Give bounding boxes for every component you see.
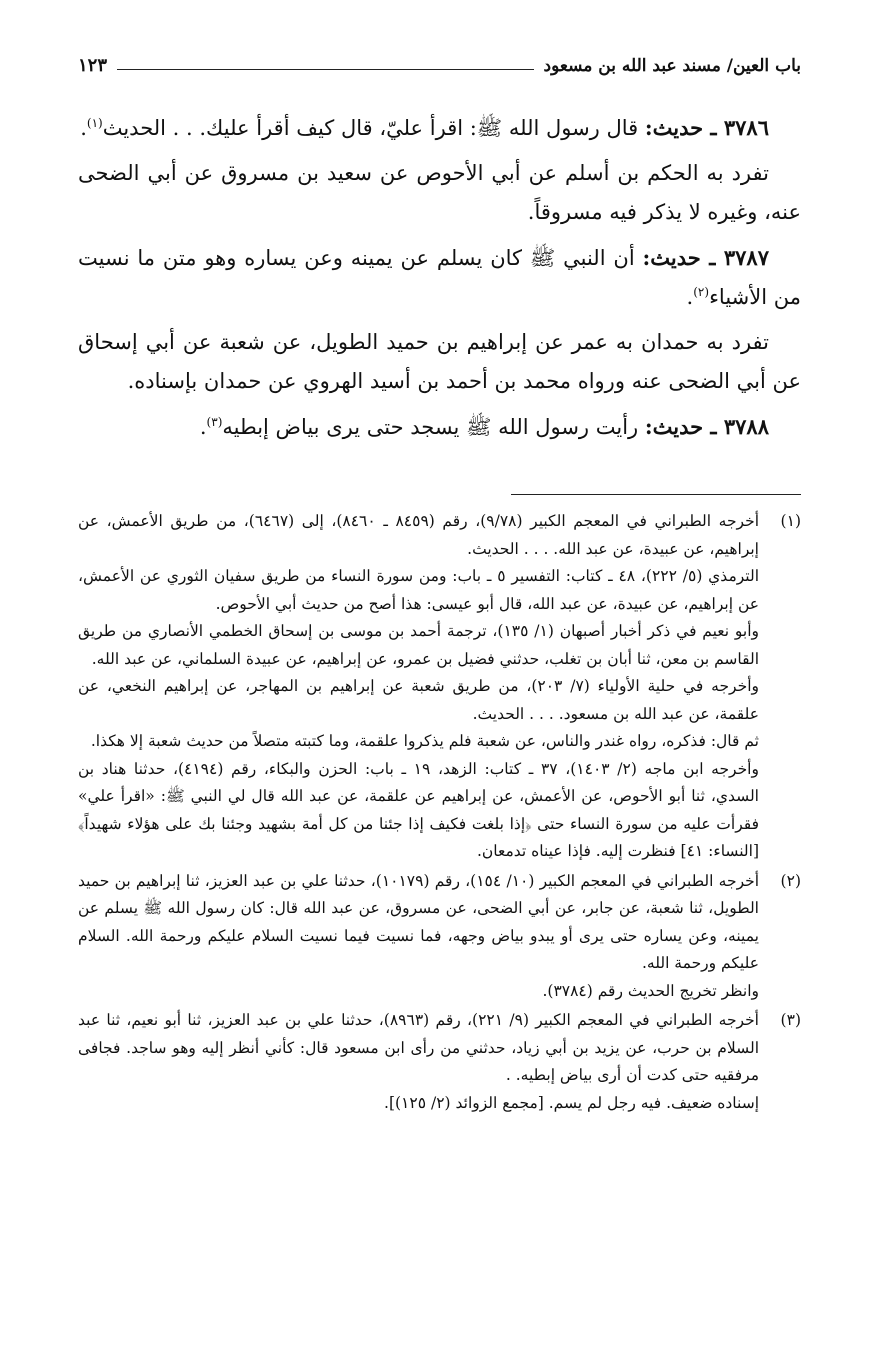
footnote-body (78, 1007, 759, 1117)
footnote-ref: (١) (86, 116, 103, 130)
footnote-paragraph: أخرجه الطبراني في المعجم الكبير (١٠/ ١٥٤)، رقم (١٠١٧٩)، حدثنا علي بن عبد العزيز، ثنا إبراهيم بن حميد الطويل، ثنا شعبة، عن جابر، عن أبي الضحى، عن مسروق، عن عبد الله قال: كان رسول الله ﷺ يسلم عن يمينه، وعن يساره حتى يرى أو يبدو بياض وجهه، فما نسيت فيما نسيت السلام عليكم ورحمة الله. السلام عليكم ورحمة الله. (78, 871, 760, 972)
footnotes (78, 508, 801, 1119)
footnote-paragraph: وأخرجه ابن ماجه (٢/ ١٤٠٣)، ٣٧ ـ كتاب: الزهد، ١٩ ـ باب: الحزن والبكاء، رقم (٤١٩٤)، حدثنا هناد بن السدي، ثنا أبو الأحوص، عن الأعمش، عن إبراهيم عن علقمة، عن عبد الله قال لي النبي ﷺ: «اقرأ علي» فقرأت عليه من سورة النساء حتى ﴿إذا بلغت فكيف إذا جئنا من كل أمة بشهيد وجئنا بك على هؤلاء شهيداً﴾ [النساء: ٤١] فنظرت إليه. فإذا عيناه تدمعان. (78, 759, 759, 860)
footnote-body (78, 868, 759, 1006)
footnote-separator (511, 494, 801, 495)
footnote-number: (٢) (780, 871, 801, 890)
footnote-3 (78, 1007, 801, 1117)
hadith-3787: ٣٧٨٧ ـ حديث: أن النبي ﷺ كان يسلم عن يمينه وعن يساره وهو متن ما نسيت من الأشياء$^{(٢)}$. (78, 245, 801, 309)
footnote-paragraph: إسناده ضعيف. فيه رجل لم يسم. [مجمع الزوائد (٢/ ١٢٥)]. (384, 1093, 759, 1112)
hadith-3786: ٣٧٨٦ ـ حديث: قال رسول الله ﷺ: اقرأ عليّ، قال كيف أقرأ عليك. . . الحديث$^{(١)}$. (80, 115, 769, 140)
main-text (78, 108, 801, 453)
footnote-paragraph: وانظر تخريج الحديث رقم (٣٧٨٤). (542, 981, 759, 1000)
hadith-3788: ٣٧٨٨ ـ حديث: رأيت رسول الله ﷺ يسجد حتى يرى بياض إبطيه$^{(٣)}$. (199, 414, 769, 439)
hadith-label: ٣٧٨٦ ـ حديث: (644, 115, 769, 140)
hadith-label: ٣٧٨٨ ـ حديث: (644, 414, 769, 439)
footnote-number: (٣) (780, 1011, 801, 1029)
footnote-paragraph: الترمذي (٥/ ٢٢٢)، ٤٨ ـ كتاب: التفسير ٥ ـ باب: ومن سورة النساء من طريق سفيان الثوري عن الأعمش، عن إبراهيم، عن عبيدة، عن عبد الله، قال أبو عيسى: هذا أصح من حديث أبي الأحوص. (78, 567, 759, 613)
running-title: باب العين/ مسند عبد الله بن مسعود (543, 56, 801, 76)
hadith-text: أن النبي ﷺ كان يسلم عن يمينه وعن يساره وهو متن ما نسيت من الأشياء (78, 246, 801, 309)
footnote-number: (١) (780, 512, 801, 530)
footnote-paragraph: أخرجه الطبراني في المعجم الكبير (٩/ ٢٢١)، رقم (٨٩٦٣)، حدثنا علي بن عبد العزيز، ثنا أبو نعيم، ثنا عبد السلام بن حرب، عن يزيد بن أبي زياد، حدثني من رأى ابن مسعود قال: كأني أنظر إليه وهو ساجد. فجافى مرفقيه حتى كدت أن أرى بياض إبطيه. . (78, 1011, 759, 1084)
hadith-label: ٣٧٨٧ ـ حديث: (642, 245, 769, 270)
footnote-ref: (٢) (693, 285, 710, 299)
hadith-text: رأيت رسول الله ﷺ يسجد حتى يرى بياض إبطيه (222, 415, 645, 439)
footnote-paragraph: أخرجه الطبراني في المعجم الكبير (٩/٧٨)، رقم (٨٤٥٩ ـ ٨٤٦٠)، إلى (٦٤٦٧)، من طريق الأعمش، عن إبراهيم، عن عبيدة، عن عبد الله. . . . الحديث. (78, 512, 759, 558)
footnote-paragraph: وأخرجه في حلية الأولياء (٧/ ٢٠٣)، من طريق شعبة عن إبراهيم بن المهاجر، عن إبراهيم النخعي، عن علقمة، عن عبد الله بن مسعود. . . . الحديث. (78, 677, 759, 723)
footnote-body (78, 508, 759, 866)
commentary-3787: تفرد به حمدان به عمر عن إبراهيم بن حميد الطويل، عن شعبة عن أبي إسحاق عن أبي الضحى عنه ورواه محمد بن أحمد بن أسيد الهروي عن حمدان بإسناده. (78, 330, 801, 393)
page-header (78, 42, 801, 76)
footnote-1 (78, 508, 801, 866)
commentary-3786: تفرد به الحكم بن أسلم عن أبي الأحوص عن سعيد بن مسروق عن أبي الضحى عنه، وغيره لا يذكر فيه مسروقاً. (78, 161, 801, 224)
footnote-paragraph: ثم قال: فذكره، رواه غندر والناس، عن شعبة فلم يذكروا علقمة، وما كتبته متصلاً من حديث شعبة إلا هكذا. (90, 732, 759, 750)
footnote-paragraph: وأبو نعيم في ذكر أخبار أصبهان (١/ ١٣٥)، ترجمة أحمد بن موسى بن إسحاق الخطمي الأنصاري من طريق القاسم بن معن، ثنا أبان بن تغلب، حدثني فضيل بن عمرو، عن إبراهيم، عن عبيدة السلماني، عن عبد الله. (78, 622, 759, 668)
header-rule (117, 69, 534, 70)
hadith-text: قال رسول الله ﷺ: اقرأ عليّ، قال كيف أقرأ عليك. . . الحديث (102, 116, 645, 140)
page-number: ١٢٣ (78, 55, 108, 76)
footnote-ref: (٣) (206, 415, 223, 429)
footnote-2 (78, 868, 801, 1006)
